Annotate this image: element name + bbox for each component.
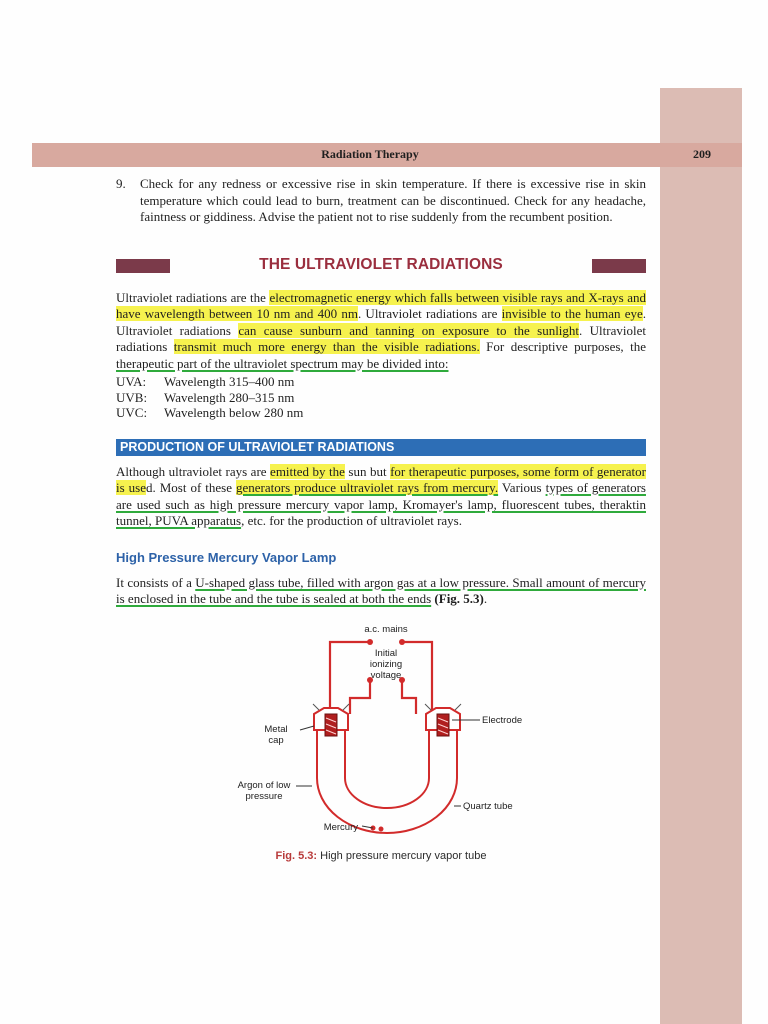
text-run: . Ultraviolet radiations (116, 322, 646, 354)
label-argon-line1: Argon of low (237, 779, 291, 791)
caption-ref: Fig. 5.3: (275, 849, 318, 862)
label-electrode: Electrode (482, 714, 523, 726)
highlight: emitted by the (270, 463, 345, 479)
label-ionizing: ionizing (369, 658, 403, 670)
mercury-drop (379, 826, 384, 831)
figure-reference: (Fig. 5.3) (434, 591, 484, 606)
underlined-text: therapeutic part of the ultraviolet spectrum may be divided into: (116, 355, 449, 371)
uv-label: UVA: (116, 374, 147, 389)
text-run: Although ultraviolet rays are (116, 463, 271, 479)
text-run: sun but (344, 463, 391, 479)
label-voltage: voltage (370, 669, 402, 681)
terminal-dot (367, 639, 373, 645)
figure-caption (116, 850, 646, 862)
uv-type-row (116, 390, 646, 406)
label-cap: cap (268, 734, 284, 746)
u-tube (317, 724, 457, 833)
text-run: Ultraviolet radiations are the (116, 289, 270, 305)
mercury-lamp-diagram (116, 618, 646, 848)
lamp-paragraph (116, 575, 646, 608)
text-run: Various (498, 480, 546, 495)
production-paragraph (116, 464, 646, 530)
underlined-text: U-shaped glass tube, filled with argon gas at a low pressure. Small amount of mercury is enclosed in the tube and the tube is sealed at both the ends (116, 574, 646, 606)
terminal-dot (399, 639, 405, 645)
text-run: It consists of a (116, 574, 196, 590)
list-item-9 (116, 176, 646, 226)
label-mercury: Mercury (323, 821, 358, 833)
label-metal: Metal (264, 723, 288, 735)
text-run: . (483, 591, 488, 606)
text-run: , etc. for the production of ultraviolet rays. (241, 513, 462, 528)
uv-label: UVC: (116, 405, 148, 420)
uv-label: UVB: (116, 389, 148, 405)
heading-bar-right (592, 259, 646, 273)
highlight: for therapeutic purposes, some form of generator is use (116, 463, 647, 495)
label-quartz-tube: Quartz tube (463, 800, 513, 812)
label-argon-line2: pressure (245, 790, 283, 802)
list-number: 9. (116, 176, 126, 191)
uv-type-row (116, 405, 646, 421)
section-heading (116, 256, 646, 278)
underlined-text: types of generators are used such as high pressure mercury vapor lamp, Kromayer's lamp, fluorescent tubes, theraktin tunnel, PUVA apparatus (116, 480, 646, 528)
left-metal-cap (314, 708, 348, 736)
section-heading-text: THE ULTRAVIOLET RADIATIONS (259, 255, 503, 273)
leader-lines (296, 720, 480, 828)
lamp-heading: High Pressure Mercury Vapor Lamp (116, 549, 337, 565)
label-ac-mains: a.c. mains (364, 623, 408, 635)
list-text: Check for any redness or excessive rise in skin temperature. If there is excessive rise in skin temperature which could lead to burn, treatment can be discontinued. Check for any headache, faintness or giddiness. Advise the patient not to rise suddenly from the recumbent position. (140, 176, 646, 224)
text-run: . Ultraviolet radiations (116, 306, 646, 338)
highlight: transmit much more energy than the visible radiations. (173, 339, 480, 354)
uv-desc: Wavelength 280–315 nm (164, 389, 295, 405)
highlight: can cause sunburn and tanning on exposure to the sunlight (238, 322, 580, 338)
text-run: . Ultraviolet radiations are (357, 306, 502, 321)
uv-type-list (116, 374, 646, 421)
page-content (116, 176, 646, 868)
caption-text: High pressure mercury vapor tube (320, 849, 487, 862)
text-run: For descriptive purposes, the (479, 339, 646, 354)
intro-paragraph (116, 290, 646, 373)
side-tab-strip (660, 88, 742, 1024)
page-number: 209 (693, 147, 711, 161)
highlight: invisible to the human eye (501, 306, 643, 321)
label-initial: Initial (374, 647, 398, 659)
uv-desc: Wavelength 315–400 nm (164, 374, 295, 389)
text-run: d. Most of these (146, 480, 237, 495)
highlight: generators produce ultraviolet rays from mercury. (236, 480, 499, 495)
subsection-heading-production: PRODUCTION OF ULTRAVIOLET RADIATIONS (116, 439, 646, 456)
highlight: electromagnetic energy which falls between visible rays and X-rays and have wavelength between 10 nm and 400 nm (116, 289, 646, 321)
right-metal-cap (426, 708, 460, 736)
uv-desc: Wavelength below 280 nm (164, 405, 304, 420)
uv-type-row (116, 374, 646, 390)
running-title: Radiation Therapy (321, 147, 419, 161)
figure-5-3 (116, 618, 646, 868)
